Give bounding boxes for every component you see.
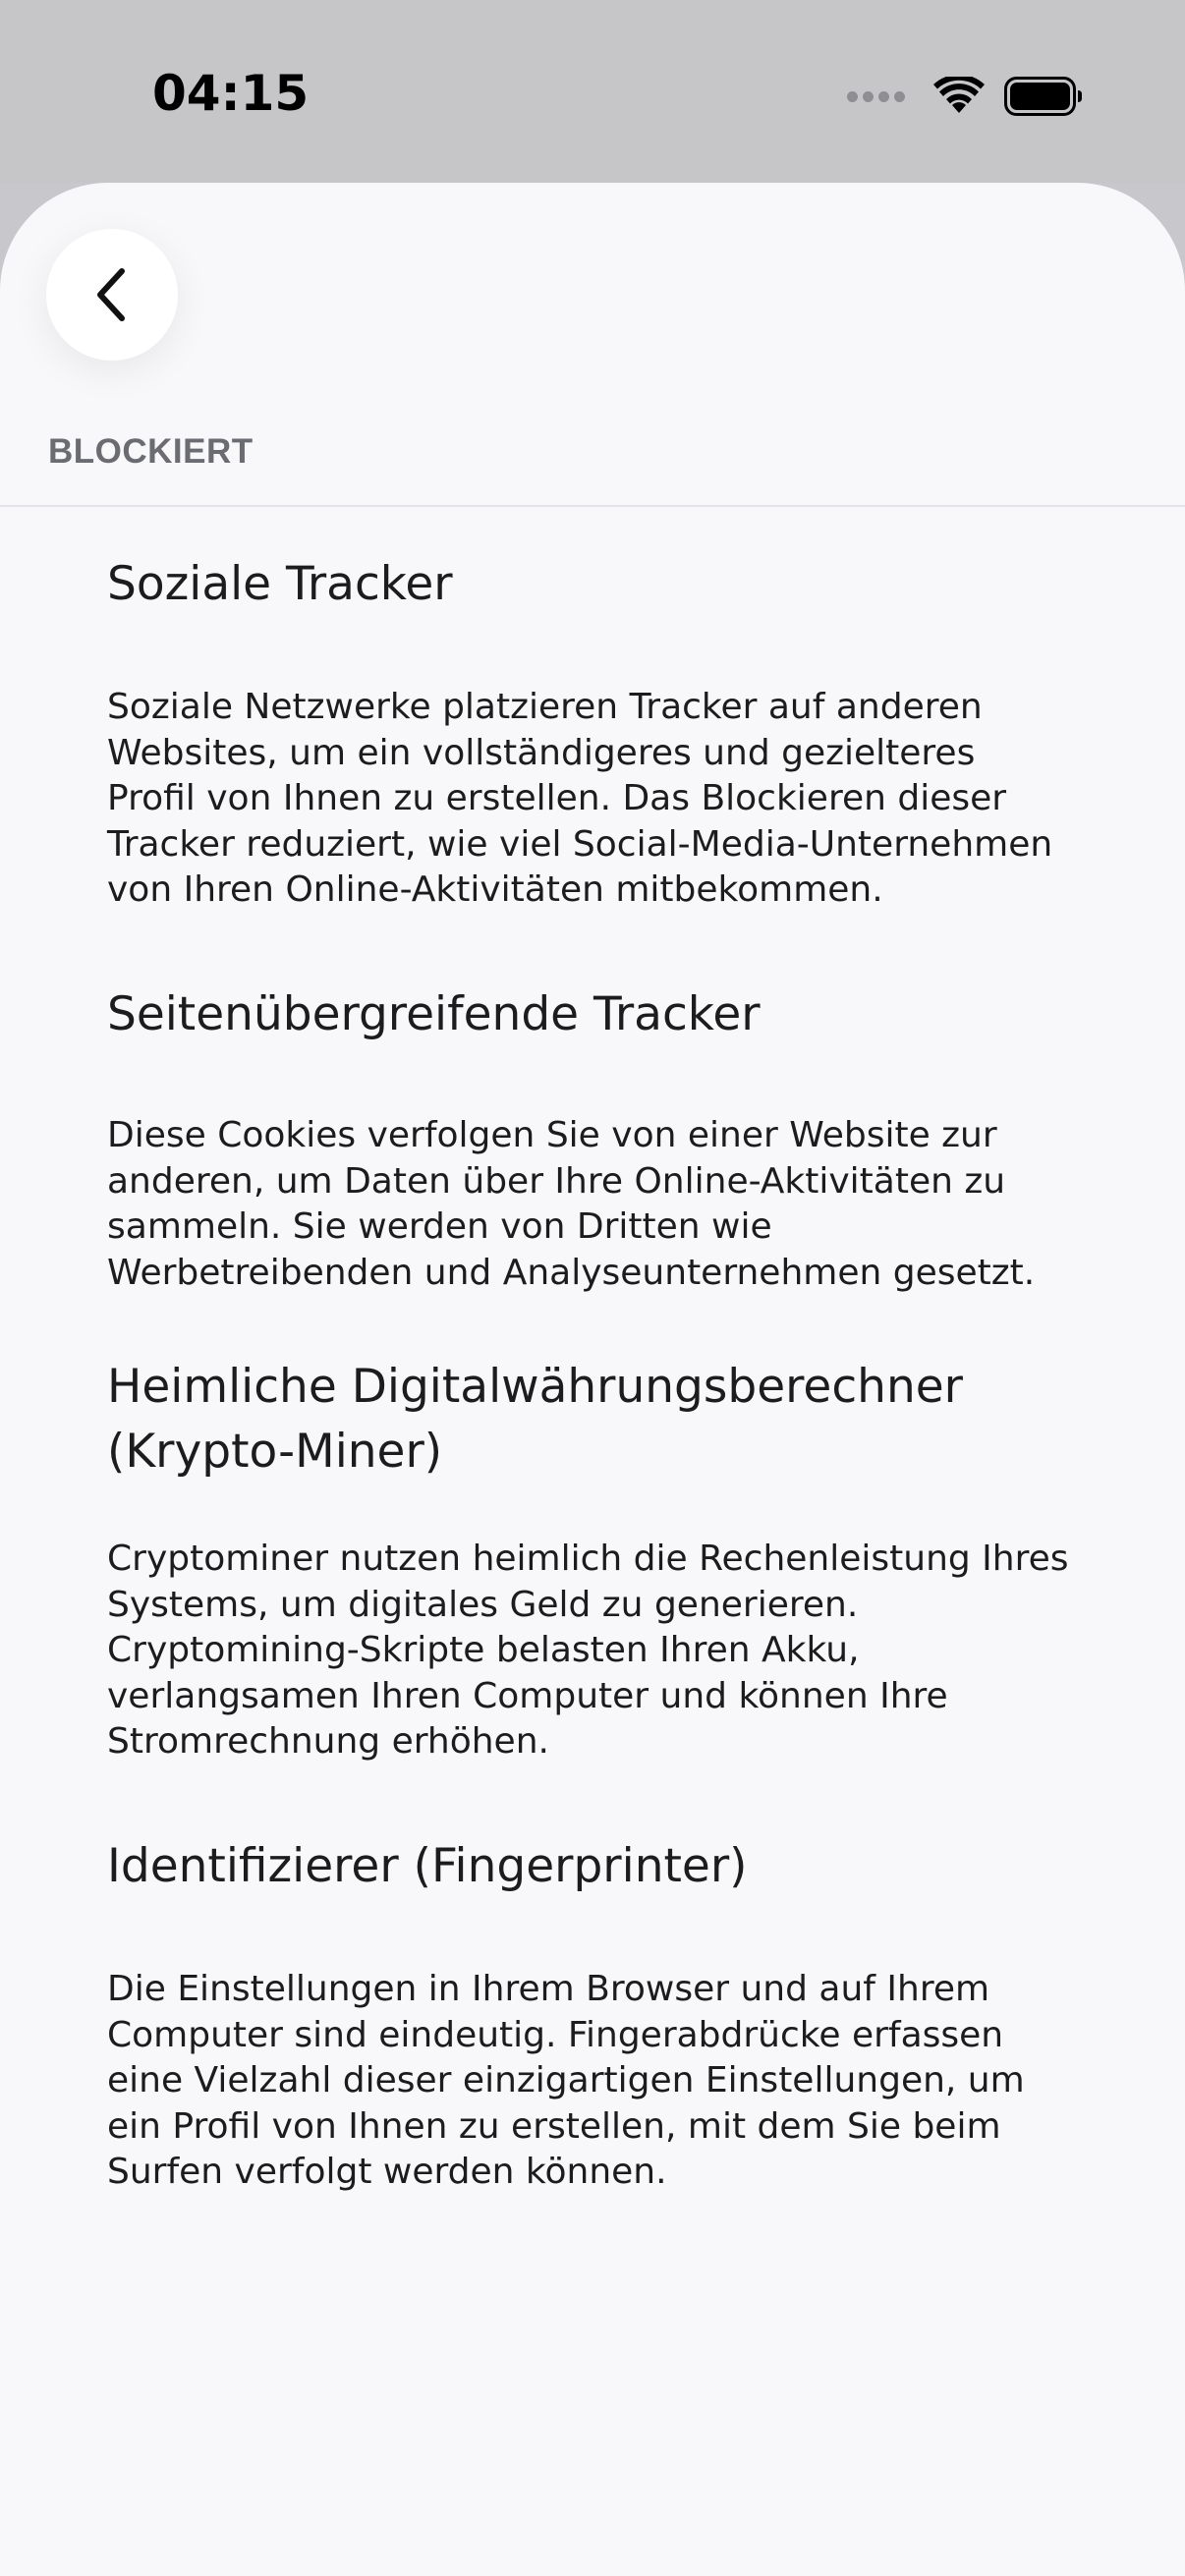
item-title-fingerprinters: Identifizierer (Fingerprinter) (107, 1839, 748, 1893)
wifi-icon (933, 77, 985, 116)
battery-icon (1004, 77, 1083, 116)
item-title-cryptominers: Heimliche Digitalwährungsberechner (Krypto-Miner) (107, 1360, 963, 1479)
item-title-social-trackers: Soziale Tracker (107, 557, 453, 611)
item-description-cross-site-trackers: Diese Cookies verfolgen Sie von einer Website zur anderen, um Daten über Ihre Online-Aktivitäten zu sammeln. Sie werden von Dritten wie Werbetreibenden und Analyseunternehmen gesetzt. (107, 1115, 1036, 1293)
item-description-cryptominers: Cryptominer nutzen heimlich die Rechenleistung Ihres Systems, um digitales Geld zu generieren. Cryptomining-Skripte belasten Ihren Akku, verlangsamen Ihren Computer und können Ihre Stromrechnung erhöhen. (107, 1539, 1069, 1762)
status-bar (0, 0, 1185, 183)
item-description-social-trackers: Soziale Netzwerke platzieren Tracker auf anderen Websites, um ein vollständigeres und gezielteres Profil von Ihnen zu erstellen. Das Blockieren dieser Tracker reduziert, wie viel Social-Media-Unternehmen von Ihren Online-Aktivitäten mitbekommen. (107, 687, 1053, 910)
status-icons (847, 71, 1083, 122)
item-title-cross-site-trackers: Seitenübergreifende Tracker (107, 987, 761, 1041)
signal-dots-icon (847, 91, 910, 102)
tracker-info-sheet (0, 183, 1185, 2576)
section-divider (0, 505, 1185, 507)
item-description-fingerprinters: Die Einstellungen in Ihrem Browser und auf Ihrem Computer sind eindeutig. Fingerabdrücke erfassen eine Vielzahl dieser einzigartigen Einstellungen, um ein Profil von Ihnen zu erstellen, mit dem Sie beim Surfen verfolgt werden können. (107, 1969, 1025, 2192)
back-button[interactable] (46, 229, 178, 361)
status-time: 04:15 (152, 65, 310, 122)
chevron-left-icon (92, 265, 132, 324)
section-header-blocked: BLOCKIERT (48, 432, 254, 471)
